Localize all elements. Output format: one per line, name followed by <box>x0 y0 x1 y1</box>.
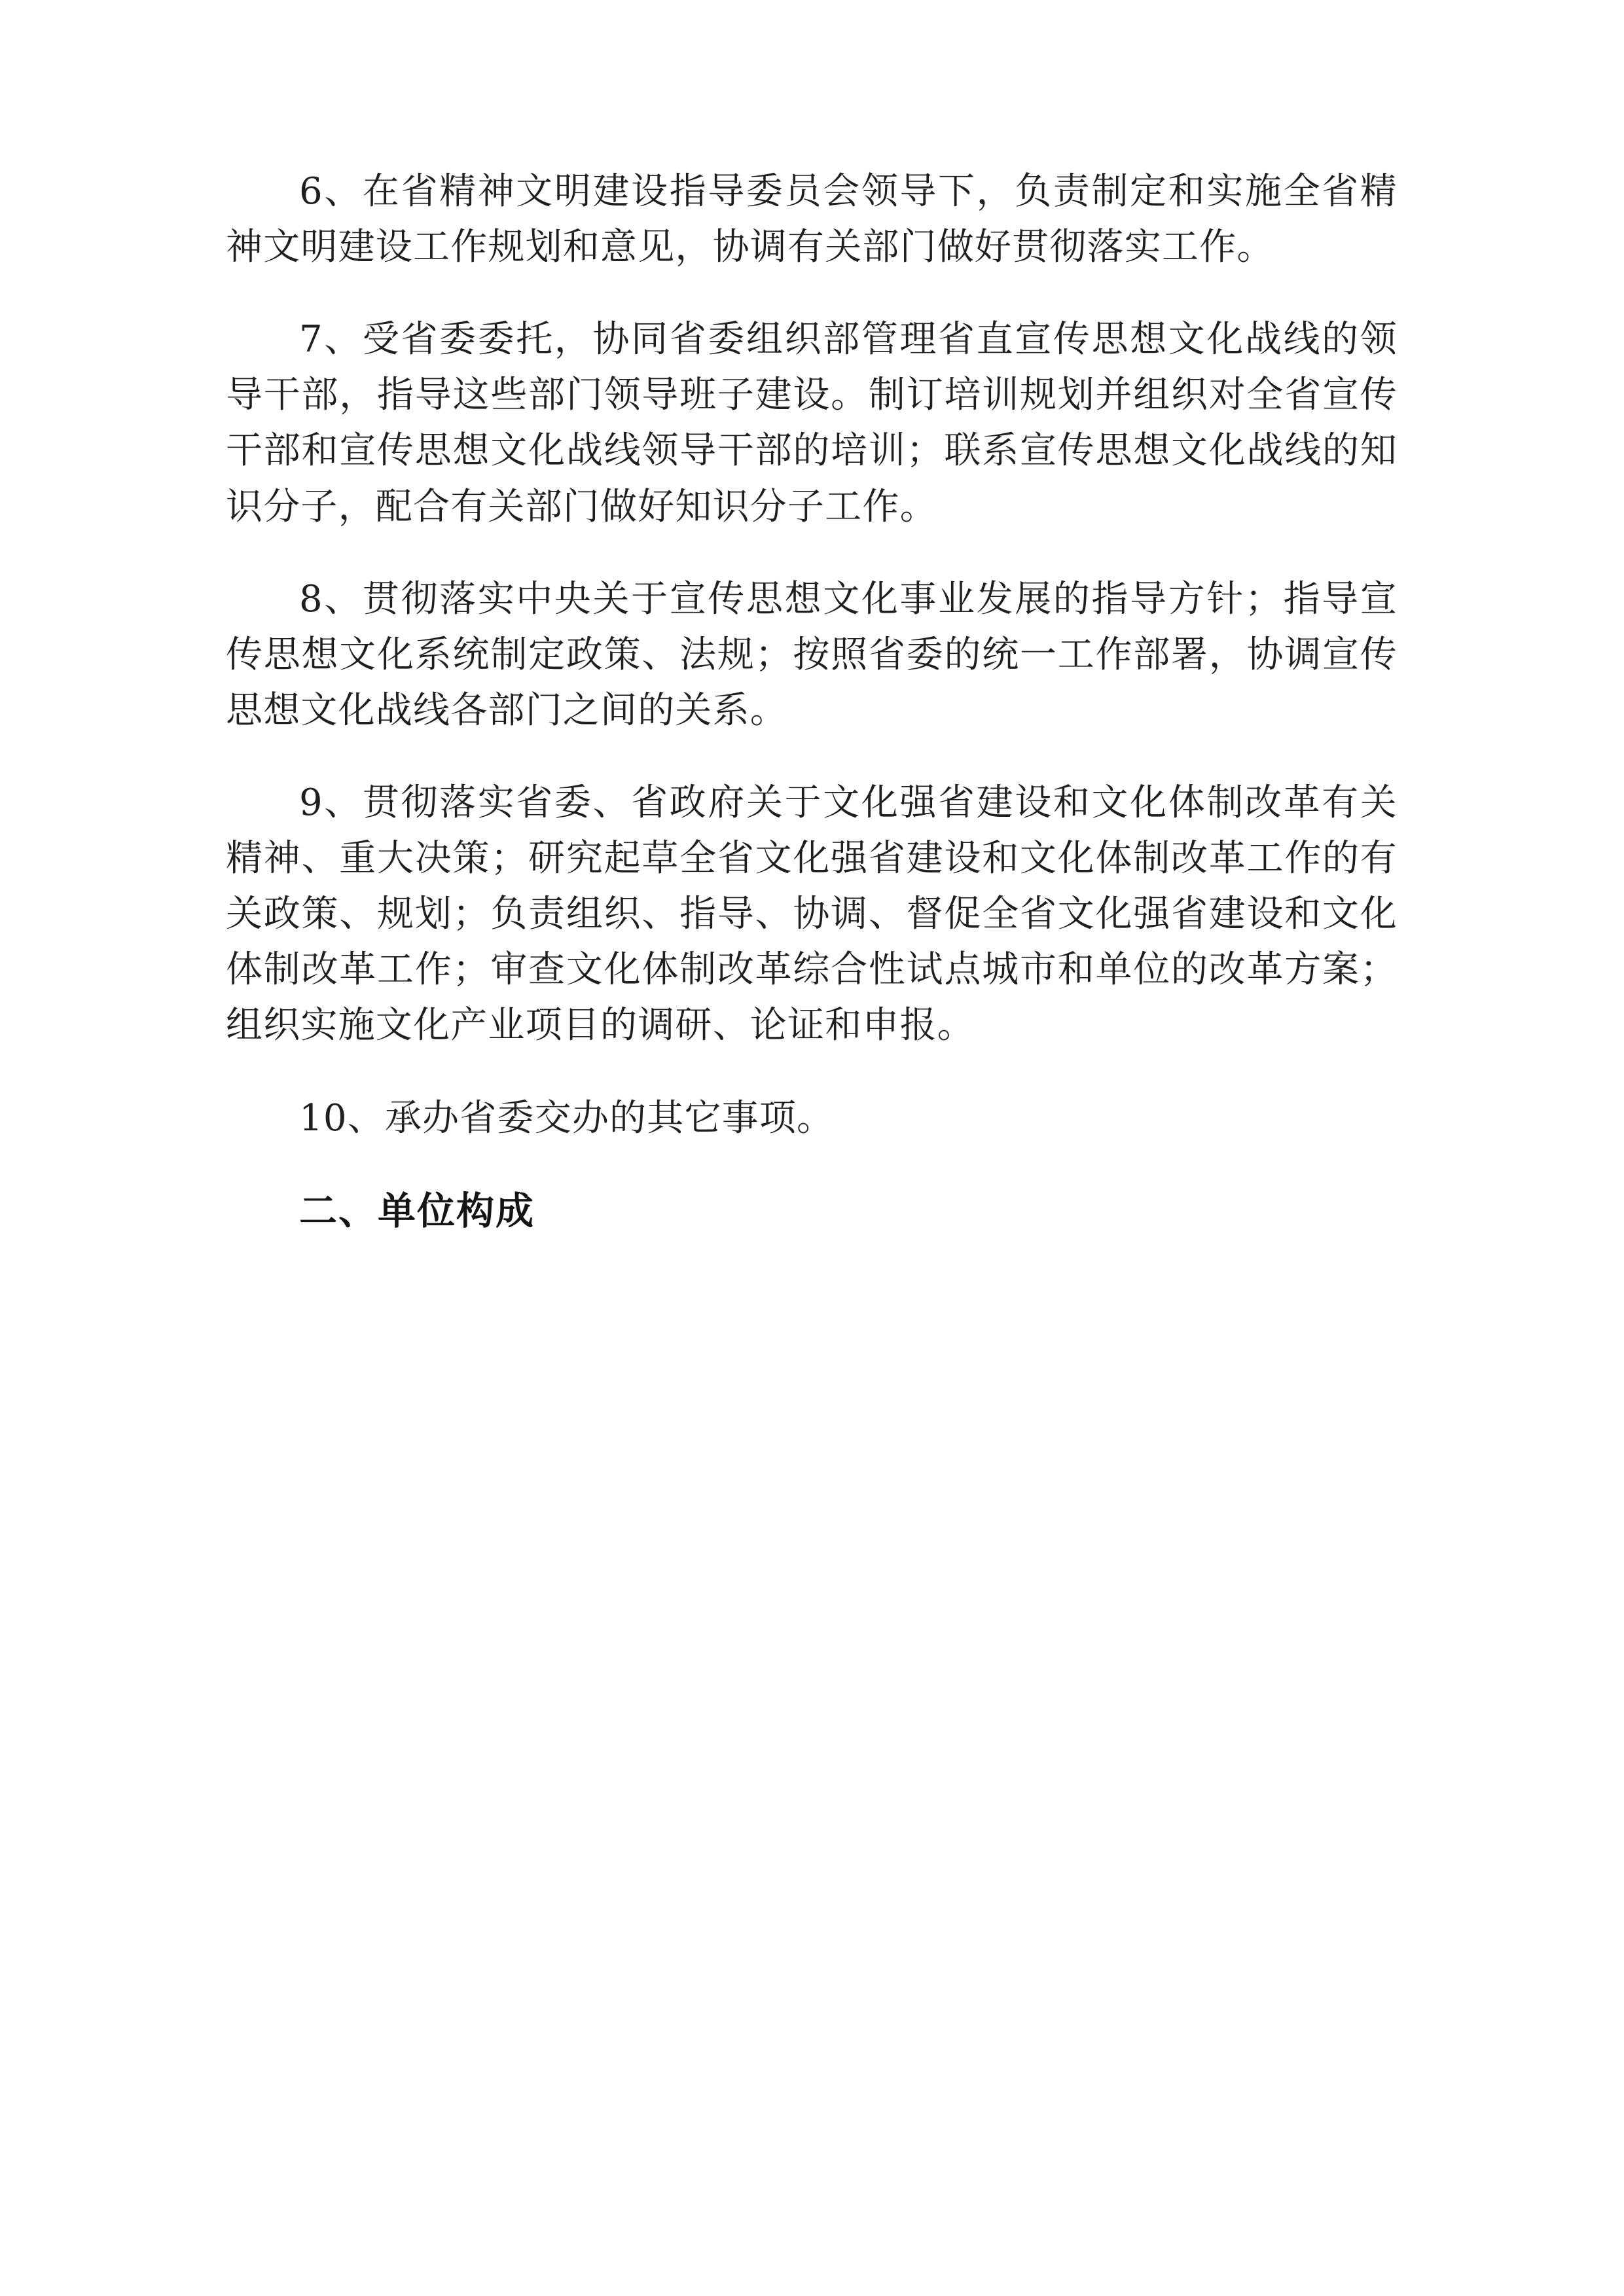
paragraph-item-9: 9、贯彻落实省委、省政府关于文化强省建设和文化体制改革有关精神、重大决策；研究起草全省文化强省建设和文化体制改革工作的有关政策、规划；负责组织、指导、协调、督促全省文化强省建设和文化体制改革工作；审查文化体制改革综合性试点城市和单位的改革方案；组织实施文化产业项目的调研、论证和申报。 <box>226 781 1398 1047</box>
section-heading: 二、单位构成 <box>299 1188 535 1233</box>
paragraph-item-6: 6、在省精神文明建设指导委员会领导下，负责制定和实施全省精神文明建设工作规划和意见，协调有关部门做好贯彻落实工作。 <box>226 170 1398 269</box>
paragraph-item-7: 7、受省委委托，协同省委组织部管理省直宣传思想文化战线的领导干部，指导这些部门领导班子建设。制订培训规划并组织对全省宣传干部和宣传思想文化战线领导干部的培训；联系宣传思想文化战线的知识分子，配合有关部门做好知识分子工作。 <box>226 318 1398 528</box>
paragraph-item-10: 10、承办省委交办的其它事项。 <box>299 1096 835 1139</box>
paragraph-item-8: 8、贯彻落实中央关于宣传思想文化事业发展的指导方针；指导宣传思想文化系统制定政策、法规；按照省委的统一工作部署，协调宣传思想文化战线各部门之间的关系。 <box>226 577 1398 732</box>
document-body <box>226 164 1398 1240</box>
